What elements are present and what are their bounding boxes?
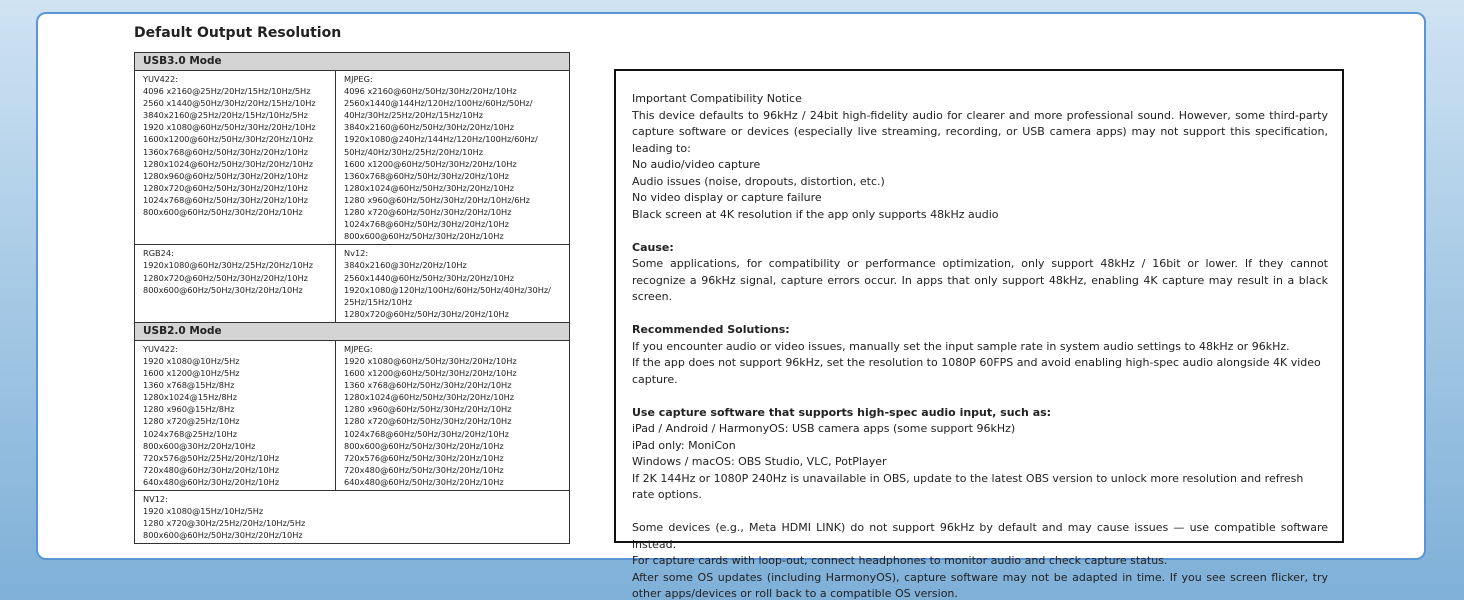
- text-line: NV12:: [143, 494, 168, 504]
- usb3-mjpeg-cell: [336, 71, 569, 244]
- text-line: 1280 x960@60Hz/50Hz/30Hz/20Hz/10Hz/6Hz: [344, 194, 530, 205]
- text-line: If 2K 144Hz or 1080P 240Hz is unavailable in OBS, update to the latest OBS version to unlock more resolution and refresh rate options.: [632, 471, 1304, 501]
- software-section: [632, 405, 1328, 504]
- extra-items-list: [632, 520, 1328, 600]
- usb3-nv12-cell: [336, 245, 569, 322]
- usb2-nv12-cell: [135, 491, 569, 543]
- text-line: 640x480@60Hz/30Hz/20Hz/10Hz: [143, 476, 280, 487]
- text-line: 800x600@30Hz/20Hz/10Hz: [143, 440, 256, 451]
- text-line: MJPEG:: [344, 343, 373, 354]
- text-line: 1280 x720@60Hz/50Hz/30Hz/20Hz/10Hz: [344, 207, 512, 218]
- text-line: 2560 x1440@50Hz/30Hz/20Hz/15Hz/10Hz: [143, 98, 316, 109]
- compat-title: Important Compatibility Notice: [632, 92, 802, 105]
- text-line: No video display or capture failure: [632, 191, 822, 204]
- compat-section: [632, 91, 1328, 223]
- text-line: 2560x1440@60Hz/50Hz/30Hz/20Hz/10Hz: [344, 272, 515, 283]
- usb2-row-2: [135, 491, 569, 543]
- text-line: 1280 x720@30Hz/25Hz/20Hz/10Hz/5Hz: [143, 518, 306, 529]
- text-line: For capture cards with loop-out, connect headphones to monitor audio and check capture status.: [632, 554, 1168, 567]
- text-line: 1360x768@60Hz/50Hz/30Hz/20Hz/10Hz: [344, 170, 509, 181]
- text-line: iPad / Android / HarmonyOS: USB camera apps (some support 96kHz): [632, 422, 1016, 435]
- usb3-mode-header: USB3.0 Mode: [135, 53, 569, 71]
- text-line: 1600 x1200@10Hz/5Hz: [143, 368, 240, 379]
- text-line: 720x480@60Hz/50Hz/30Hz/20Hz/10Hz: [344, 464, 504, 475]
- text-line: After some OS updates (including HarmonyOS), capture software may not be adapted in time. If you see screen flicker, try other apps/devices or roll back to a compatible OS version.: [632, 570, 1328, 600]
- solutions-section: [632, 322, 1328, 388]
- text-line: 800x600@60Hz/50Hz/30Hz/20Hz/10Hz: [344, 231, 504, 242]
- text-line: 720x576@60Hz/50Hz/30Hz/20Hz/10Hz: [344, 452, 504, 463]
- text-line: 1280 x720@25Hz/10Hz: [143, 416, 240, 427]
- text-line: Some devices (e.g., Meta HDMI LINK) do not support 96kHz by default and may cause issues — use compatible software instead.: [632, 521, 1328, 551]
- text-line: 1280x1024@15Hz/8Hz: [143, 392, 238, 403]
- text-line: 1600x1200@60Hz/50Hz/30Hz/20Hz/10Hz: [143, 134, 314, 145]
- text-line: 2560x1440@144Hz/120Hz/100Hz/60Hz/50Hz/: [344, 98, 533, 109]
- text-line: 1920 x1080@60Hz/50Hz/30Hz/20Hz/10Hz: [344, 355, 517, 366]
- text-line: YUV422:: [143, 74, 178, 84]
- text-line: 1280x1024@60Hz/50Hz/30Hz/20Hz/10Hz: [143, 158, 314, 169]
- text-line: 1280x960@60Hz/50Hz/30Hz/20Hz/10Hz: [143, 170, 308, 181]
- compatibility-notice-box: [614, 69, 1344, 600]
- text-line: 4096 x2160@25Hz/20Hz/15Hz/10Hz/5Hz: [143, 86, 311, 97]
- text-line: 3840x2160@30Hz/20Hz/10Hz: [344, 260, 467, 271]
- text-line: 1360 x768@60Hz/50Hz/30Hz/20Hz/10Hz: [344, 380, 512, 391]
- text-line: 1360 x768@15Hz/8Hz: [143, 380, 235, 391]
- text-line: 50Hz/40Hz/30Hz/25Hz/20Hz/10Hz: [344, 146, 484, 157]
- software-title: Use capture software that supports high-spec audio input, such as:: [632, 405, 1052, 419]
- text-line: Audio issues (noise, dropouts, distortion, etc.): [632, 174, 885, 188]
- resolution-table: [134, 52, 570, 544]
- text-line: 1600 x1200@60Hz/50Hz/30Hz/20Hz/10Hz: [344, 368, 517, 379]
- text-line: 1280 x720@60Hz/50Hz/30Hz/20Hz/10Hz: [344, 416, 512, 427]
- text-line: 1024x768@25Hz/10Hz: [143, 428, 238, 439]
- text-line: 1024x768@60Hz/50Hz/30Hz/20Hz/10Hz: [143, 194, 308, 205]
- text-line: 1280x1024@60Hz/50Hz/30Hz/20Hz/10Hz: [344, 392, 515, 403]
- text-line: 40Hz/30Hz/25Hz/20Hz/15Hz/10Hz: [344, 110, 484, 121]
- text-line: 1920 x1080@10Hz/5Hz: [143, 355, 240, 366]
- text-line: Black screen at 4K resolution if the app only supports 48kHz audio: [632, 207, 999, 221]
- text-line: 1920x1080@120Hz/100Hz/60Hz/50Hz/40Hz/30Hz/: [344, 284, 551, 295]
- text-line: Nv12:: [344, 248, 369, 259]
- usb3-row-2: [135, 245, 569, 322]
- text-line: 1280 x960@60Hz/50Hz/30Hz/20Hz/10Hz: [344, 404, 512, 415]
- text-line: iPad only: MoniCon: [632, 438, 736, 452]
- text-line: 1280x1024@60Hz/50Hz/30Hz/20Hz/10Hz: [344, 182, 515, 193]
- solutions-title: Recommended Solutions:: [632, 323, 790, 336]
- text-line: 1600 x1200@60Hz/50Hz/30Hz/20Hz/10Hz: [344, 158, 517, 169]
- usb2-mode-header: USB2.0 Mode: [135, 322, 569, 341]
- usb3-row-1: [135, 71, 569, 245]
- text-line: 1280x720@60Hz/50Hz/30Hz/20Hz/10Hz: [344, 308, 509, 319]
- text-line: 3840x2160@60Hz/50Hz/30Hz/20Hz/10Hz: [344, 122, 515, 133]
- usb2-row-1: [135, 341, 569, 491]
- text-line: MJPEG:: [344, 74, 373, 84]
- text-line: 1024x768@60Hz/50Hz/30Hz/20Hz/10Hz: [344, 219, 509, 230]
- text-line: RGB24:: [143, 248, 174, 259]
- usb3-yuv422-cell: [135, 71, 336, 244]
- text-line: 1920x1080@60Hz/30Hz/25Hz/20Hz/10Hz: [143, 260, 314, 271]
- text-line: 800x600@60Hz/50Hz/30Hz/20Hz/10Hz: [344, 440, 504, 451]
- text-line: 1920 x1080@60Hz/50Hz/30Hz/20Hz/10Hz: [143, 122, 316, 133]
- compat-intro: This device defaults to 96kHz / 24bit high-fidelity audio for clearer and more professional sound. However, some third-party capture software or devices (especially live streaming, recording, or USB camera apps) may not support this specification, leading to:: [632, 108, 1328, 155]
- cause-title: Cause:: [632, 240, 674, 254]
- text-line: YUV422:: [143, 343, 178, 354]
- compat-items-list: [632, 157, 1328, 223]
- text-line: If the app does not support 96kHz, set the resolution to 1080P 60FPS and avoid enabling high-spec audio alongside 4K video capture.: [632, 356, 1321, 386]
- text-line: 25Hz/15Hz/10Hz: [344, 296, 413, 307]
- extra-section: [632, 520, 1328, 600]
- usb3-rgb24-cell: [135, 245, 336, 322]
- text-line: 720x576@50Hz/25Hz/20Hz/10Hz: [143, 452, 280, 463]
- usb2-mjpeg-cell: [336, 341, 569, 490]
- software-items-list: [632, 421, 1328, 504]
- text-line: 1280 x960@15Hz/8Hz: [143, 404, 235, 415]
- text-line: 1920x1080@240Hz/144Hz/120Hz/100Hz/60Hz/: [344, 134, 538, 145]
- text-line: 640x480@60Hz/50Hz/30Hz/20Hz/10Hz: [344, 476, 504, 487]
- usb2-yuv422-cell: [135, 341, 336, 490]
- text-line: 1920 x1080@15Hz/10Hz/5Hz: [143, 506, 264, 517]
- text-line: If you encounter audio or video issues, manually set the input sample rate in system audio settings to 48kHz or 96kHz.: [632, 339, 1290, 353]
- text-line: 800x600@60Hz/50Hz/30Hz/20Hz/10Hz: [143, 284, 303, 295]
- text-line: Windows / macOS: OBS Studio, VLC, PotPlayer: [632, 455, 887, 468]
- text-line: 1024x768@60Hz/50Hz/30Hz/20Hz/10Hz: [344, 428, 509, 439]
- solutions-items-list: [632, 339, 1328, 389]
- text-line: 3840x2160@25Hz/20Hz/15Hz/10Hz/5Hz: [143, 110, 308, 121]
- content-card: [36, 12, 1426, 600]
- text-line: 1280x720@60Hz/50Hz/30Hz/20Hz/10Hz: [143, 182, 308, 193]
- text-line: 800x600@60Hz/50Hz/30Hz/20Hz/10Hz: [143, 207, 303, 218]
- text-line: 4096 x2160@60Hz/50Hz/30Hz/20Hz/10Hz: [344, 86, 517, 97]
- text-line: 1280x720@60Hz/50Hz/30Hz/20Hz/10Hz: [143, 272, 308, 283]
- cause-section: [632, 240, 1328, 306]
- resolution-title: Default Output Resolution: [134, 25, 342, 41]
- text-line: No audio/video capture: [632, 158, 761, 171]
- text-line: 720x480@60Hz/30Hz/20Hz/10Hz: [143, 464, 280, 475]
- text-line: 1360x768@60Hz/50Hz/30Hz/20Hz/10Hz: [143, 146, 308, 157]
- cause-text: Some applications, for compatibility or performance optimization, only support 48kHz / 16bit or lower. If they cannot recognize a 96kHz signal, capture errors occur. In apps that only support 48kHz, enabling 4K capture may result in a black screen.: [632, 257, 1328, 303]
- text-line: 800x600@60Hz/50Hz/30Hz/20Hz/10Hz: [143, 530, 303, 541]
